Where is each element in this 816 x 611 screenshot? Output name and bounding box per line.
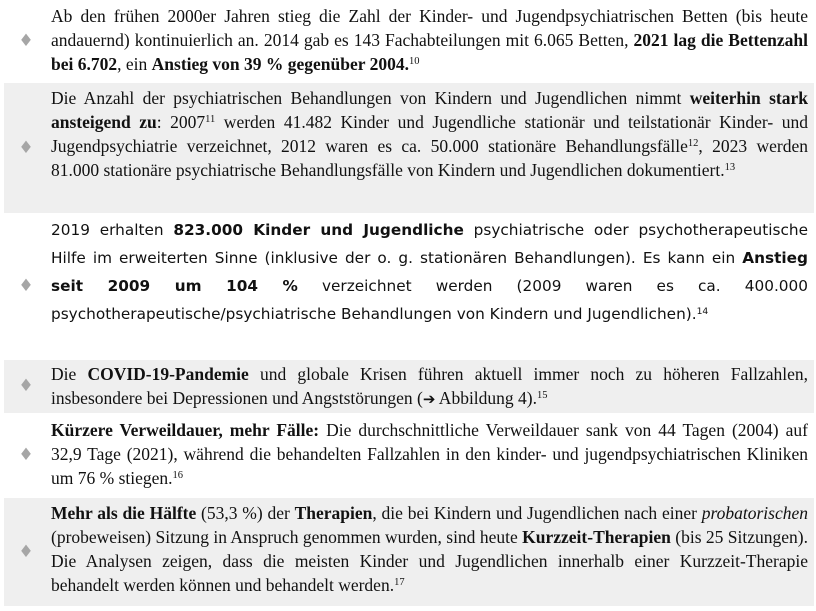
fact-text-6: Mehr als die Hälfte (53,3 %) der Therapien, die bei Kindern und Jugendlichen nach einer probatorischen (probeweisen) Sitzung in Anspruch genommen wurden, sind heute Kurzzeit-Therapien (bis 25 Sitzungen). Die Analysen zeigen, dass die meisten Kinder und Jugendlichen innerhalb einer Kurzzeit-Therapie behandelt werden können und behandelt werden.$^{17}$ [51,503,808,595]
diamond-bullet-icon: ♦ [18,376,34,396]
fact-text-4: Die COVID-19-Pandemie und globale Krisen führen aktuell immer noch zu höheren Fallzahlen, insbesondere bei Depressionen und Angststörungen (➔ Abbildung 4).$^{15}$ [51,364,808,408]
diamond-bullet-icon: ♦ [18,276,34,296]
fact-block-4 [4,360,814,413]
fact-text-1: Ab den frühen 2000er Jahren stieg die Zahl der Kinder- und Jugendpsychiatrischen Betten (bis heute andauernd) kontinuierlich an. 2014 gab es 143 Fachabteilungen mit 6.065 Betten, 2021 lag die Bettenzahl bei 6.702, ein Anstieg von 39 % gegenüber 2004.10 [51,6,808,74]
fact-text-5: Kürzere Verweildauer, mehr Fälle: Die durchschnittliche Verweildauer sank von 44 Tagen (2004) auf 32,9 Tage (2021), während die behandelten Fallzahlen in den kinder- und jugendpsychiatrischen Kliniken um 76 % stiegen.$^{16}$ [51,420,808,488]
fact-text-3: 2019 erhalten 823.000 Kinder und Jugendliche psychiatrische oder psychotherapeutische Hilfe im erweiterten Sinne (inklusive der o. g. stationären Behandlungen). Es kann ein Anstieg seit 2009 um 104 % verzeichnet werden (2009 waren es ca. 400.000 psychotherapeutische/psychiatrische Behandlungen von Kindern und Jugendlichen).$^{14}$ [51,221,809,323]
diamond-bullet-icon: ♦ [18,444,34,465]
diamond-bullet-icon: ♦ [18,137,34,158]
diamond-bullet-icon: ♦ [18,30,34,51]
arrow-right-icon: ➔ [422,390,436,408]
fact-block-2 [4,83,814,213]
diamond-bullet-icon: ♦ [18,541,34,562]
fact-block-1 [4,2,814,80]
fact-text-2: Die Anzahl der psychiatrischen Behandlungen von Kindern und Jugendlichen nimmt weiterhin stark ansteigend zu: 2007$^{11}$ werden 41.482 Kinder und Jugendliche stationär und teilstationär Kinder- und Jugendpsychiatrie verzeichnet, 2012 waren es ca. 50.000 stationäre Behandlungsfälle$^{12}$, 2023 werden 81.000 stationäre psychiatrische Behandlungsfälle von Kindern und Jugendlichen dokumentiert.$^{13}$ [51,88,809,180]
fact-block-5 [4,415,814,495]
fact-block-6 [4,498,814,606]
fact-block-3 [4,215,814,358]
